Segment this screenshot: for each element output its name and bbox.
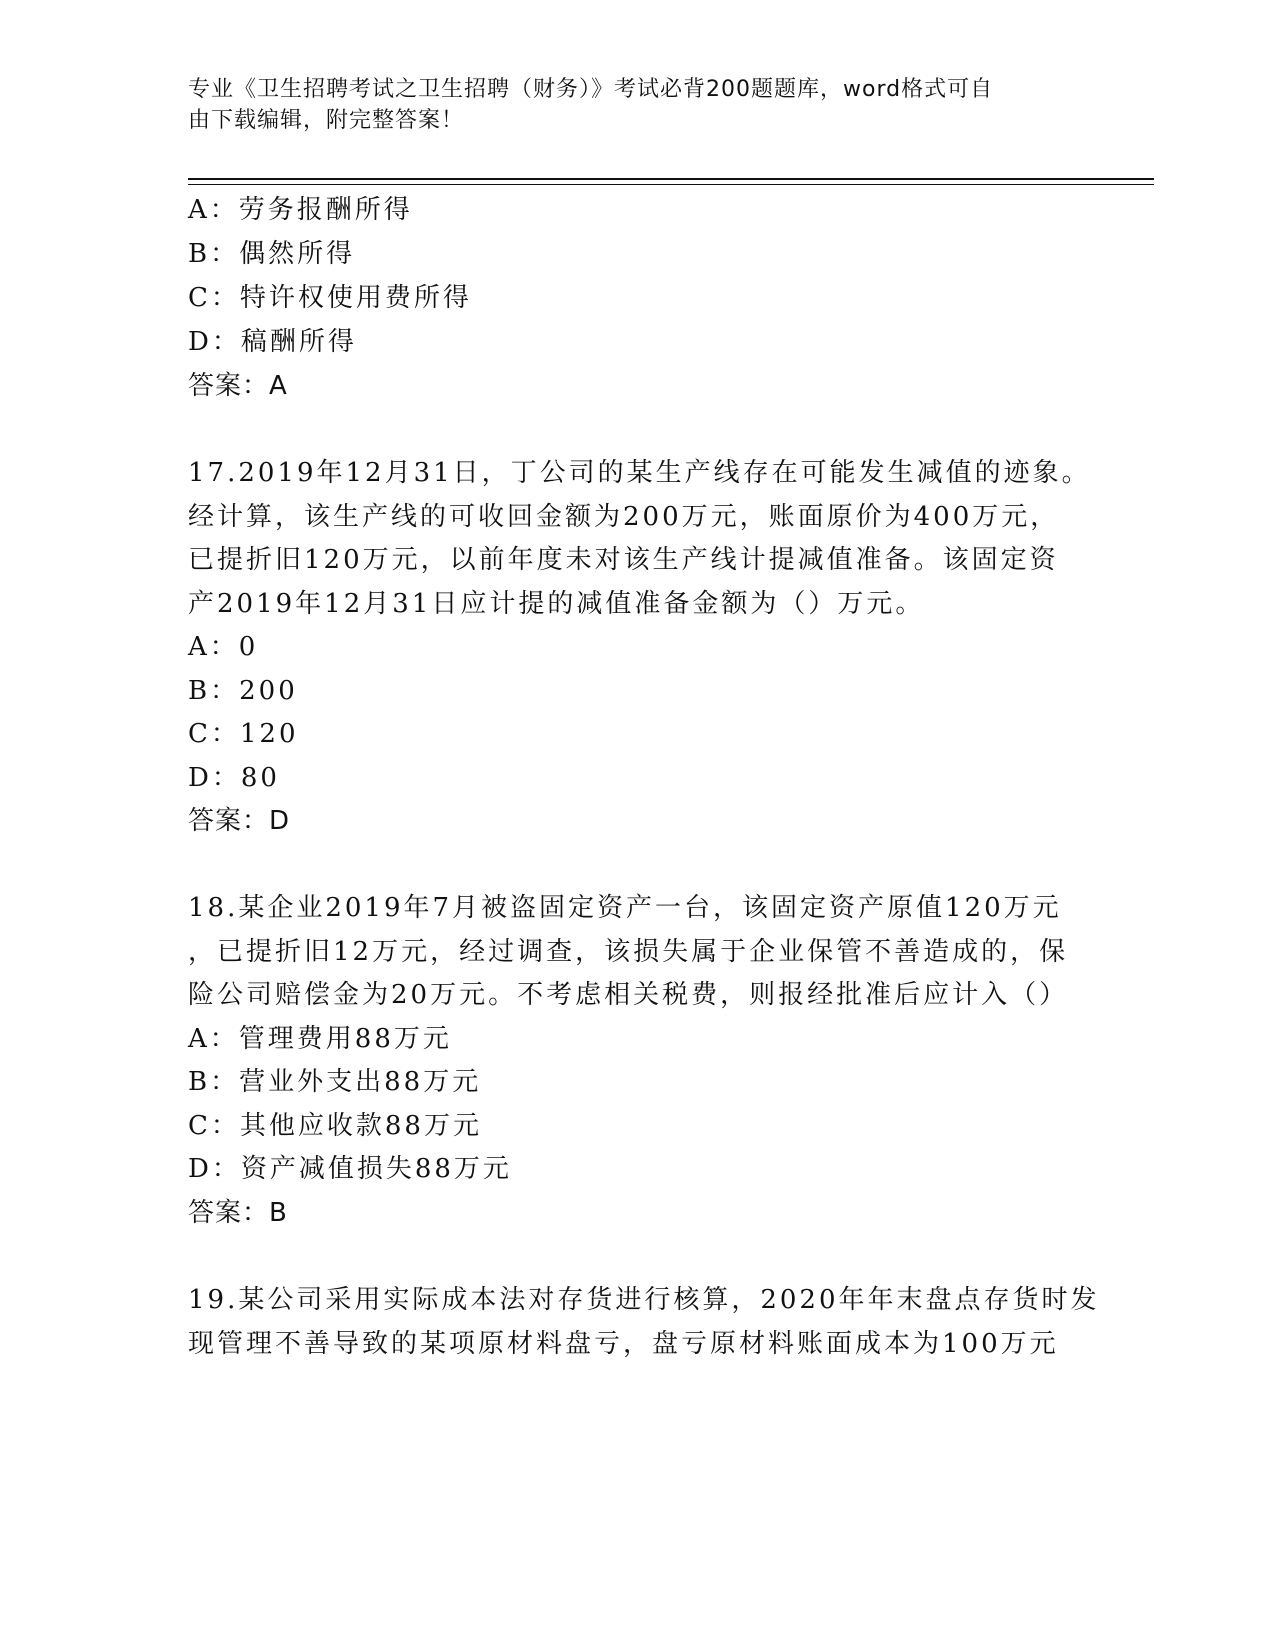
q18-option-b: B：营业外支出88万元 (188, 1067, 482, 1097)
document-header (188, 74, 1068, 136)
q17-option-c: C：120 (188, 719, 299, 749)
q16-option-d: D：稿酬所得 (188, 327, 357, 357)
header-divider-thick (188, 178, 1154, 180)
q17-option-b: B：200 (188, 676, 298, 706)
q17-option-d: D：80 (188, 763, 280, 793)
q18-option-d: D：资产减值损失88万元 (188, 1154, 512, 1184)
q18-text-line-2: ，已提折旧12万元，经过调查，该损失属于企业保管不善造成的，保 (188, 937, 1069, 967)
q19-text-line-1: 19.某公司采用实际成本法对存货进行核算，2020年年末盘点存货时发 (188, 1285, 1100, 1315)
q18-text-line-3: 险公司赔偿金为20万元。不考虑相关税费，则报经批准后应计入（） (188, 980, 1069, 1010)
q17-answer: 答案：D (188, 806, 291, 836)
q18-option-c: C：其他应收款88万元 (188, 1111, 482, 1141)
q17-text-line-2: 经计算，该生产线的可收回金额为200万元，账面原价为400万元， (188, 502, 1060, 532)
q18-answer: 答案：B (188, 1198, 288, 1228)
q18-option-a: A：管理费用88万元 (188, 1024, 452, 1054)
q16-option-b: B：偶然所得 (188, 239, 356, 269)
header-line-2: 由下载编辑，附完整答案！ (188, 108, 465, 133)
header-divider-thin (188, 184, 1154, 185)
q17-text-line-4: 产2019年12月31日应计提的减值准备金额为（）万元。 (188, 589, 925, 619)
q16-option-c: C：特许权使用费所得 (188, 283, 472, 313)
q17-text-line-3: 已提折旧120万元，以前年度未对该生产线计提减值准备。该固定资 (188, 545, 1059, 575)
q17-text-line-1: 17.2019年12月31日，丁公司的某生产线存在可能发生减值的迹象。 (188, 458, 1091, 488)
q17-option-a: A：0 (188, 632, 259, 662)
header-line-1: 专业《卫生招聘考试之卫生招聘（财务）》考试必背200题题库，word格式可自 (188, 77, 994, 102)
q16-option-a: A：劳务报酬所得 (188, 195, 413, 225)
q16-answer: 答案：A (188, 371, 288, 401)
q19-text-line-2: 现管理不善导致的某项原材料盘亏，盘亏原材料账面成本为100万元 (188, 1329, 1059, 1359)
q18-text-line-1: 18.某企业2019年7月被盗固定资产一台，该固定资产原值120万元 (188, 893, 1062, 923)
